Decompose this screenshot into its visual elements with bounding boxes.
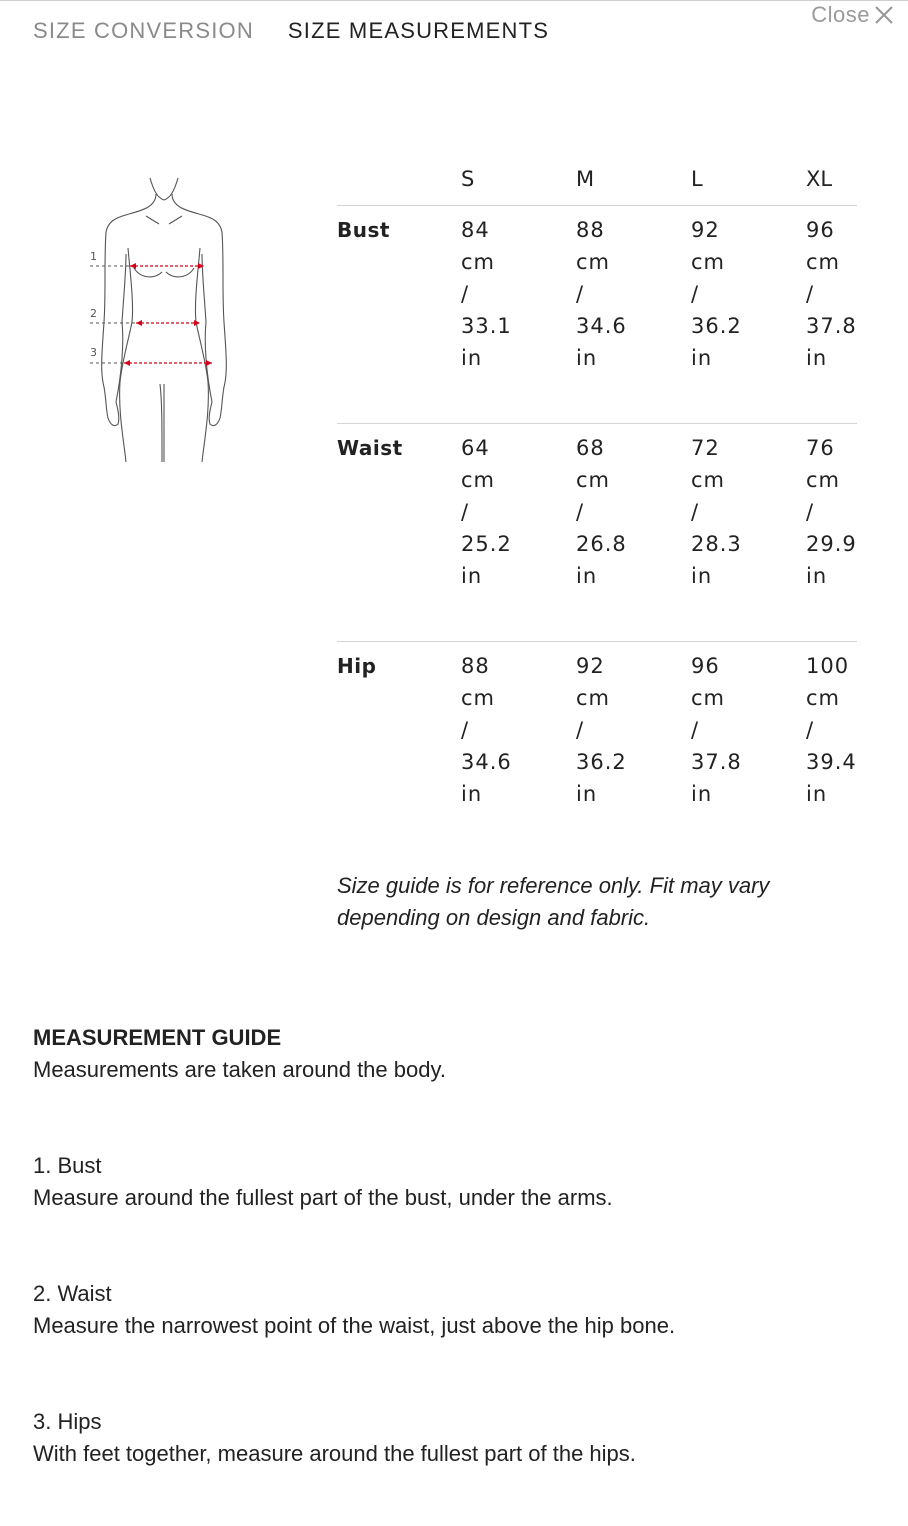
table-cell: 100 cm / 39.4 in <box>806 654 857 806</box>
measurement-label: Hip <box>337 654 377 678</box>
close-label: Close <box>811 2 870 27</box>
measurement-guide <box>33 1022 873 1470</box>
table-cell: 96 cm / 37.8 in <box>806 206 857 424</box>
table-row-bust <box>337 206 857 424</box>
top-divider <box>0 0 908 1</box>
table-cell: 84 cm / 33.1 in <box>461 206 576 424</box>
table-header-row <box>337 152 857 206</box>
size-header-m: M <box>576 152 691 206</box>
table-cell: 76 cm / 29.9 in <box>806 424 857 642</box>
guide-item-desc: With feet together, measure around the fullest part of the hips. <box>33 1441 636 1466</box>
guide-item-desc: Measure the narrowest point of the waist, just above the hip bone. <box>33 1313 676 1338</box>
size-guide-note: Size guide is for reference only. Fit may vary depending on design and fabric. <box>337 873 770 930</box>
size-header-s: S <box>461 152 576 206</box>
tab-size-conversion[interactable]: SIZE CONVERSION <box>33 18 254 43</box>
close-icon <box>874 5 894 25</box>
marker-3: 3 <box>90 346 97 359</box>
size-measurement-table <box>337 152 857 859</box>
table-cell: 88 cm / 34.6 in <box>461 654 512 806</box>
measurement-label: Bust <box>337 206 461 424</box>
measurement-label: Waist <box>337 424 461 642</box>
size-header-l: L <box>691 152 806 206</box>
guide-title: MEASUREMENT GUIDE <box>33 1025 282 1050</box>
marker-1: 1 <box>90 250 97 263</box>
guide-item-waist <box>33 1278 873 1342</box>
guide-item-bust <box>33 1150 873 1214</box>
body-measurement-figure <box>84 172 244 464</box>
table-row-hip <box>337 642 857 860</box>
table-header-empty <box>337 152 461 206</box>
table-cell: 72 cm / 28.3 in <box>691 424 806 642</box>
table-cell: 64 cm / 25.2 in <box>461 424 576 642</box>
table-cell: 92 cm / 36.2 in <box>576 654 627 806</box>
close-button[interactable] <box>811 2 894 28</box>
guide-intro: Measurements are taken around the body. <box>33 1057 446 1082</box>
table-cell: 68 cm / 26.8 in <box>576 424 691 642</box>
table-cell: 96 cm / 37.8 in <box>691 654 742 806</box>
marker-2: 2 <box>90 307 97 320</box>
guide-item-desc: Measure around the fullest part of the bust, under the arms. <box>33 1185 613 1210</box>
size-header-xl: XL <box>806 152 857 206</box>
guide-item-title: 3. Hips <box>33 1409 102 1434</box>
tab-size-measurements[interactable]: SIZE MEASUREMENTS <box>287 18 550 43</box>
guide-item-title: 1. Bust <box>33 1153 102 1178</box>
table-cell: 88 cm / 34.6 in <box>576 206 691 424</box>
guide-item-title: 2. Waist <box>33 1281 112 1306</box>
guide-item-hips <box>33 1406 873 1470</box>
table-row-waist <box>337 424 857 642</box>
table-cell: 92 cm / 36.2 in <box>691 206 806 424</box>
size-tabs <box>33 18 549 44</box>
